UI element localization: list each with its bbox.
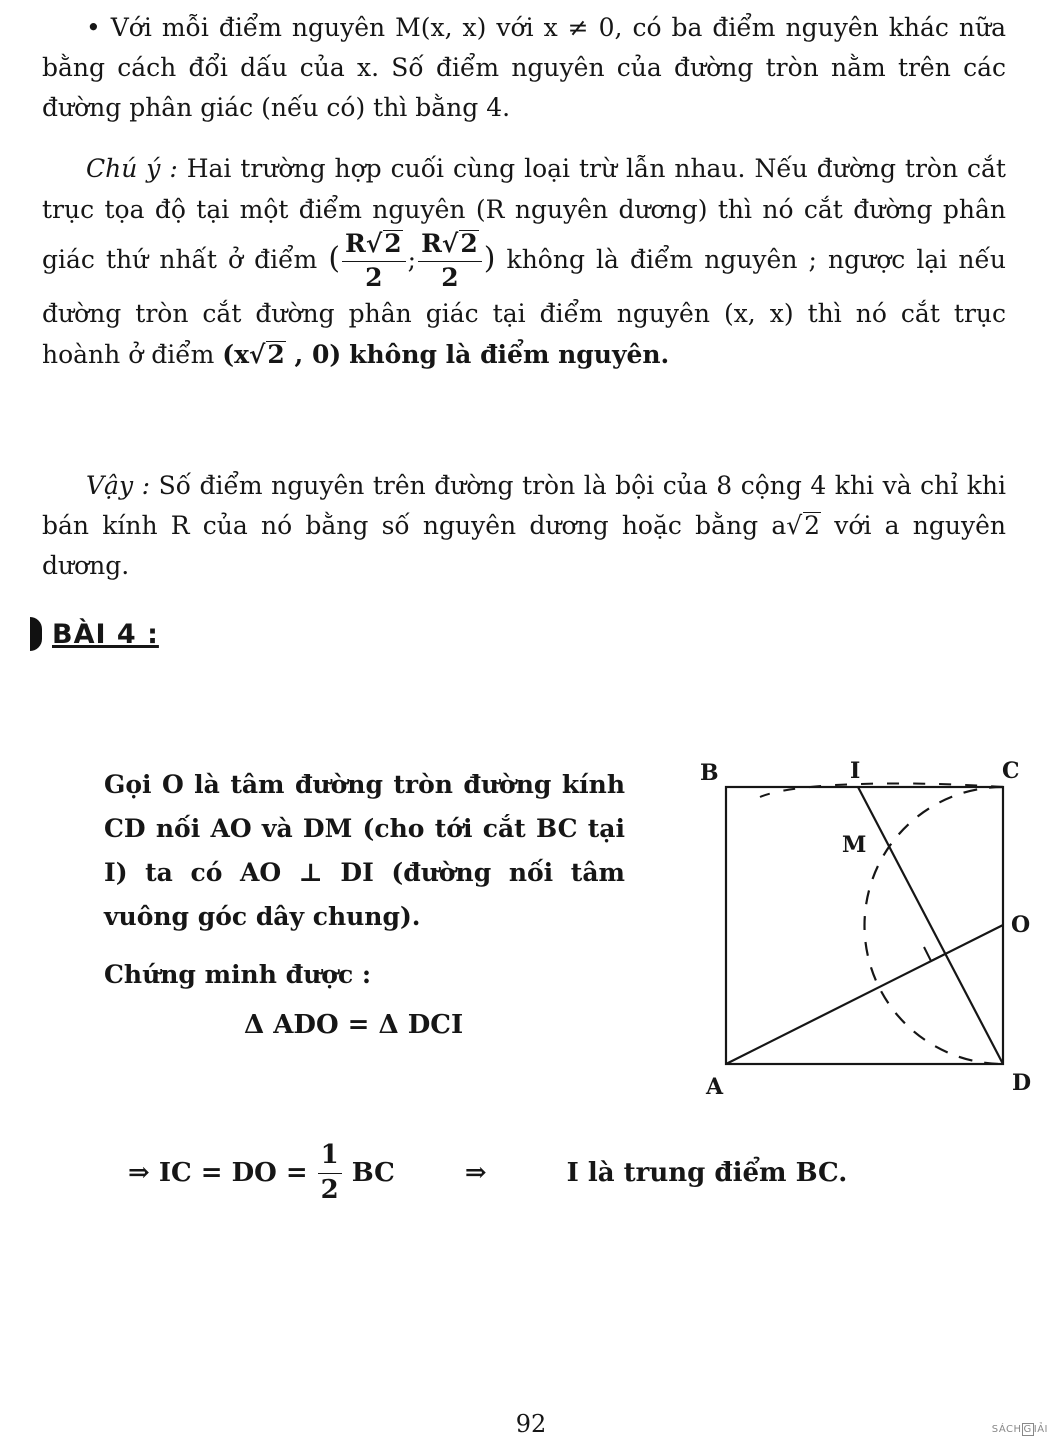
final-arrow: ⇒	[464, 1158, 487, 1188]
paragraph-integer-points	[42, 8, 1006, 128]
dashed-arc-top	[760, 783, 1003, 797]
label-m: M	[842, 832, 867, 858]
fraction-one-half: $\frac{1}{2}$	[318, 1141, 342, 1206]
final-conclusion	[128, 1133, 948, 1213]
point-x-sqrt2: (x√2 , 0)	[222, 339, 342, 369]
label-i: I	[850, 758, 861, 784]
watermark-logo: SÁCH G IẢI	[991, 1424, 1048, 1435]
point-bracket-close: )	[483, 240, 496, 276]
fraction-r-sqrt2-over-2-b: $\frac{R√2}{2}$	[418, 230, 482, 293]
paragraph-note	[42, 148, 1006, 375]
note-text-a: Hai trường hợp cuối cùng loại trừ lẫn nhau. Nếu đường tròn cắt trục tọa độ tại một điểm nguyên (R nguyên dương) thì nó cắt đường phân giác thứ nhất ở điểm	[42, 154, 1006, 274]
solution-text: Gọi O là tâm đường tròn đường kính CD nối AO và DM (cho tới cắt BC tại I) ta có AO ⊥ DI (đường nối tâm vuông góc dây chung).	[104, 770, 625, 931]
fraction-r-sqrt2-over-2-a: $\frac{R√2}{2}$	[342, 230, 406, 293]
final-left: ⇒ IC = DO =	[128, 1158, 308, 1188]
final-right: I là trung điểm BC.	[566, 1158, 848, 1188]
exercise-heading	[30, 612, 159, 656]
paragraph-text: Với mỗi điểm nguyên M(x, x) với x ≠ 0, có ba điểm nguyên khác nữa bằng cách đổi dấu của x. Số điểm nguyên của đường tròn nằm trên các đường phân giác (nếu có) thì bằng 4.	[42, 13, 1006, 122]
line-di	[858, 787, 1003, 1064]
heading-marker-icon	[30, 617, 42, 651]
label-a: A	[706, 1074, 724, 1100]
point-bracket-open: (	[328, 240, 341, 276]
label-c: C	[1002, 758, 1020, 784]
heading-text: BÀI 4 :	[52, 618, 159, 650]
page-number: 92	[515, 1410, 547, 1438]
a-sqrt2: a√2	[771, 511, 821, 540]
triangle-equation: Δ ADO = Δ DCI	[244, 1010, 464, 1040]
separator: ;	[407, 244, 417, 274]
label-d: D	[1012, 1070, 1032, 1096]
conclusion-text-a: Số điểm nguyên trên đường tròn là bội của 8 cộng 4 khi và chỉ khi bán kính R của nó bằng số nguyên dương hoặc bằng	[42, 471, 1006, 540]
note-text-c: không là điểm nguyên.	[349, 339, 670, 369]
conclusion-text-b: với a nguyên dương.	[42, 511, 1006, 580]
line-ao	[726, 925, 1003, 1064]
proof-label: Chứng minh được :	[104, 960, 372, 989]
label-o: O	[1011, 912, 1031, 938]
final-bc: BC	[351, 1158, 395, 1188]
bullet: •	[86, 13, 101, 42]
note-text-b: không là điểm nguyên ; ngược lại nếu đường tròn cắt đường phân giác tại điểm nguyên (x, x) thì nó cắt trục hoành ở điểm	[42, 244, 1006, 369]
note-lead: Chú ý :	[86, 154, 178, 183]
conclusion-lead: Vậy :	[86, 471, 151, 500]
geometry-figure	[690, 752, 1050, 1102]
paragraph-conclusion	[42, 466, 1006, 586]
label-b: B	[700, 760, 719, 786]
